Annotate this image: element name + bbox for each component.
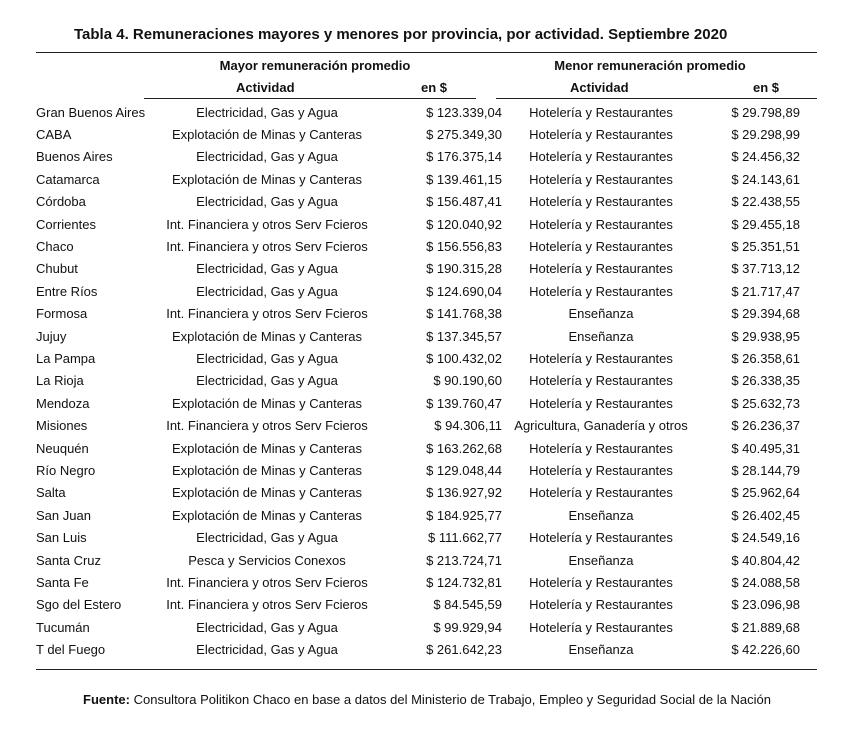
menor-value-cell: $ 24.549,16 [731, 530, 800, 546]
menor-activity-cell: Agricultura, Ganadería y otros [514, 418, 688, 434]
mayor-activity-cell: Explotación de Minas y Canteras [171, 507, 363, 523]
menor-activity-cell: Enseñanza [568, 642, 634, 658]
table-row [36, 437, 800, 459]
menor-value-cell: $ 29.938,95 [731, 328, 800, 344]
mayor-activity-cell: Int. Financiera y otros Serv Fcieros [166, 239, 368, 255]
mayor-value-cell: $ 156.487,41 [426, 194, 502, 210]
source-label: Fuente: [83, 692, 130, 707]
mayor-value-cell: $ 99.929,94 [433, 619, 502, 635]
province-cell: Tucumán [36, 619, 90, 635]
mayor-value-cell: $ 120.040,92 [426, 216, 502, 232]
header-mayor-group: Mayor remuneración promedio [219, 58, 411, 73]
menor-value-cell: $ 26.358,61 [731, 350, 800, 366]
menor-activity-cell: Hotelería y Restaurantes [529, 350, 673, 366]
mayor-activity-cell: Electricidad, Gas y Agua [196, 283, 338, 299]
table-row [36, 370, 800, 392]
menor-activity-cell: Hotelería y Restaurantes [529, 574, 673, 590]
table-row [36, 213, 800, 235]
menor-activity-cell: Hotelería y Restaurantes [529, 462, 673, 478]
mayor-value-cell: $ 156.556,83 [426, 239, 502, 255]
table-row [36, 571, 800, 593]
mayor-value-cell: $ 84.545,59 [433, 597, 502, 613]
mayor-value-cell: $ 163.262,68 [426, 440, 502, 456]
table-row [36, 146, 800, 168]
province-cell: Gran Buenos Aires [36, 104, 146, 120]
menor-activity-cell: Hotelería y Restaurantes [529, 395, 673, 411]
menor-value-cell: $ 29.298,99 [731, 127, 800, 143]
table-row [36, 459, 800, 481]
mayor-value-cell: $ 190.315,28 [426, 261, 502, 277]
mayor-activity-cell: Electricidad, Gas y Agua [196, 373, 338, 389]
menor-value-cell: $ 24.088,58 [731, 574, 800, 590]
table-row [36, 549, 800, 571]
province-cell: Neuquén [36, 440, 89, 456]
header-menor-en-pesos: en $ [753, 80, 780, 95]
menor-activity-cell: Hotelería y Restaurantes [529, 261, 673, 277]
menor-value-cell: $ 22.438,55 [731, 194, 800, 210]
province-cell: Corrientes [36, 216, 96, 232]
menor-value-cell: $ 23.096,98 [731, 597, 800, 613]
table-row [36, 414, 800, 436]
mayor-activity-cell: Electricidad, Gas y Agua [196, 261, 338, 277]
table-row [36, 101, 800, 123]
mayor-value-cell: $ 213.724,71 [426, 552, 502, 568]
province-cell: Catamarca [36, 171, 100, 187]
menor-value-cell: $ 26.236,37 [731, 418, 800, 434]
mayor-activity-cell: Int. Financiera y otros Serv Fcieros [166, 306, 368, 322]
province-cell: La Rioja [36, 373, 84, 389]
menor-activity-cell: Hotelería y Restaurantes [529, 171, 673, 187]
mayor-activity-cell: Int. Financiera y otros Serv Fcieros [166, 574, 368, 590]
mayor-value-cell: $ 94.306,11 [434, 418, 502, 434]
header-mayor-rule [144, 98, 476, 99]
table-body [36, 101, 800, 661]
mayor-value-cell: $ 111.662,77 [428, 530, 502, 546]
province-cell: Sgo del Estero [36, 597, 122, 613]
table-row [36, 347, 800, 369]
source-note [0, 692, 854, 707]
menor-value-cell: $ 25.351,51 [731, 239, 800, 255]
mayor-value-cell: $ 129.048,44 [426, 462, 502, 478]
mayor-value-cell: $ 124.690,04 [426, 283, 502, 299]
menor-activity-cell: Hotelería y Restaurantes [529, 485, 673, 501]
mayor-value-cell: $ 137.345,57 [426, 328, 502, 344]
menor-value-cell: $ 21.889,68 [731, 619, 800, 635]
menor-activity-cell: Enseñanza [568, 507, 634, 523]
mayor-activity-cell: Explotación de Minas y Canteras [171, 462, 363, 478]
mayor-activity-cell: Explotación de Minas y Canteras [171, 171, 363, 187]
menor-value-cell: $ 42.226,60 [731, 642, 800, 658]
menor-activity-cell: Hotelería y Restaurantes [529, 239, 673, 255]
header-menor-group: Menor remuneración promedio [554, 58, 746, 73]
table-row [36, 325, 800, 347]
menor-value-cell: $ 28.144,79 [731, 462, 800, 478]
menor-value-cell: $ 40.495,31 [731, 440, 800, 456]
mayor-value-cell: $ 141.768,38 [426, 306, 502, 322]
table-row [36, 594, 800, 616]
mayor-activity-cell: Electricidad, Gas y Agua [196, 530, 338, 546]
table-row [36, 526, 800, 548]
mayor-activity-cell: Explotación de Minas y Canteras [171, 485, 363, 501]
province-cell: T del Fuego [36, 642, 106, 658]
menor-activity-cell: Enseñanza [568, 552, 634, 568]
menor-activity-cell: Hotelería y Restaurantes [529, 373, 673, 389]
province-cell: Córdoba [36, 194, 86, 210]
province-cell: Santa Fe [36, 574, 89, 590]
table-row [36, 258, 800, 280]
mayor-value-cell: $ 184.925,77 [426, 507, 502, 523]
mayor-activity-cell: Int. Financiera y otros Serv Fcieros [166, 597, 368, 613]
top-rule [36, 52, 817, 53]
menor-value-cell: $ 29.394,68 [731, 306, 800, 322]
table-row [36, 280, 800, 302]
table-row [36, 504, 800, 526]
menor-value-cell: $ 29.798,89 [731, 104, 800, 120]
province-cell: Río Negro [36, 462, 96, 478]
table-row [36, 616, 800, 638]
province-cell: Salta [36, 485, 66, 501]
table-row [36, 638, 800, 660]
table-row [36, 191, 800, 213]
province-cell: Buenos Aires [36, 149, 113, 165]
menor-value-cell: $ 24.143,61 [731, 171, 800, 187]
mayor-value-cell: $ 139.760,47 [426, 395, 502, 411]
header-menor-actividad: Actividad [570, 80, 629, 95]
mayor-value-cell: $ 100.432,02 [426, 350, 502, 366]
mayor-activity-cell: Electricidad, Gas y Agua [196, 350, 338, 366]
province-cell: Santa Cruz [36, 552, 102, 568]
province-cell: Formosa [36, 306, 88, 322]
mayor-value-cell: $ 136.927,92 [426, 485, 502, 501]
menor-value-cell: $ 24.456,32 [731, 149, 800, 165]
menor-activity-cell: Hotelería y Restaurantes [529, 440, 673, 456]
province-cell: San Luis [36, 530, 87, 546]
menor-activity-cell: Hotelería y Restaurantes [529, 597, 673, 613]
province-cell: Misiones [36, 418, 88, 434]
menor-value-cell: $ 40.804,42 [731, 552, 800, 568]
source-text: Consultora Politikon Chaco en base a datos del Ministerio de Trabajo, Empleo y Seguridad Social de la Nación [129, 692, 771, 707]
mayor-value-cell: $ 275.349,30 [426, 127, 502, 143]
header-mayor-en-pesos: en $ [421, 80, 448, 95]
province-cell: Chubut [36, 261, 78, 277]
table-row [36, 303, 800, 325]
mayor-activity-cell: Electricidad, Gas y Agua [196, 194, 338, 210]
province-cell: Mendoza [36, 395, 90, 411]
menor-activity-cell: Hotelería y Restaurantes [529, 127, 673, 143]
mayor-activity-cell: Electricidad, Gas y Agua [196, 619, 338, 635]
province-cell: La Pampa [36, 350, 96, 366]
mayor-value-cell: $ 139.461,15 [426, 171, 502, 187]
mayor-value-cell: $ 176.375,14 [426, 149, 502, 165]
menor-value-cell: $ 37.713,12 [731, 261, 800, 277]
mayor-activity-cell: Int. Financiera y otros Serv Fcieros [166, 216, 368, 232]
menor-activity-cell: Hotelería y Restaurantes [529, 283, 673, 299]
menor-activity-cell: Hotelería y Restaurantes [529, 619, 673, 635]
province-cell: San Juan [36, 507, 91, 523]
menor-value-cell: $ 25.632,73 [731, 395, 800, 411]
table-row [36, 168, 800, 190]
mayor-activity-cell: Electricidad, Gas y Agua [196, 149, 338, 165]
mayor-value-cell: $ 90.190,60 [433, 373, 502, 389]
mayor-value-cell: $ 123.339,04 [426, 104, 502, 120]
mayor-activity-cell: Electricidad, Gas y Agua [196, 104, 338, 120]
menor-value-cell: $ 21.717,47 [731, 283, 800, 299]
bottom-rule [36, 669, 817, 670]
province-cell: Jujuy [36, 328, 67, 344]
province-cell: Chaco [36, 239, 74, 255]
mayor-value-cell: $ 124.732,81 [426, 574, 502, 590]
mayor-activity-cell: Explotación de Minas y Canteras [171, 127, 363, 143]
mayor-value-cell: $ 261.642,23 [426, 642, 502, 658]
table-row [36, 235, 800, 257]
menor-value-cell: $ 29.455,18 [731, 216, 800, 232]
menor-activity-cell: Hotelería y Restaurantes [529, 194, 673, 210]
mayor-activity-cell: Pesca y Servicios Conexos [188, 552, 346, 568]
province-cell: Entre Ríos [36, 283, 98, 299]
menor-activity-cell: Enseñanza [568, 306, 634, 322]
menor-activity-cell: Hotelería y Restaurantes [529, 149, 673, 165]
mayor-activity-cell: Electricidad, Gas y Agua [196, 642, 338, 658]
remuneraciones-table [36, 101, 800, 661]
menor-value-cell: $ 26.338,35 [731, 373, 800, 389]
menor-activity-cell: Hotelería y Restaurantes [529, 530, 673, 546]
mayor-activity-cell: Explotación de Minas y Canteras [171, 395, 363, 411]
mayor-activity-cell: Explotación de Minas y Canteras [171, 440, 363, 456]
header-menor-rule [496, 98, 817, 99]
table-row [36, 123, 800, 145]
table-title: Tabla 4. Remuneraciones mayores y menores por provincia, por actividad. Septiembre 2020 [74, 26, 728, 43]
table-row [36, 482, 800, 504]
menor-activity-cell: Hotelería y Restaurantes [529, 216, 673, 232]
menor-value-cell: $ 25.962,64 [731, 485, 800, 501]
table-row [36, 392, 800, 414]
header-mayor-actividad: Actividad [236, 80, 295, 95]
province-cell: CABA [36, 127, 72, 143]
menor-activity-cell: Hotelería y Restaurantes [529, 104, 673, 120]
mayor-activity-cell: Explotación de Minas y Canteras [171, 328, 363, 344]
mayor-activity-cell: Int. Financiera y otros Serv Fcieros [166, 418, 368, 434]
menor-activity-cell: Enseñanza [568, 328, 634, 344]
menor-value-cell: $ 26.402,45 [731, 507, 800, 523]
